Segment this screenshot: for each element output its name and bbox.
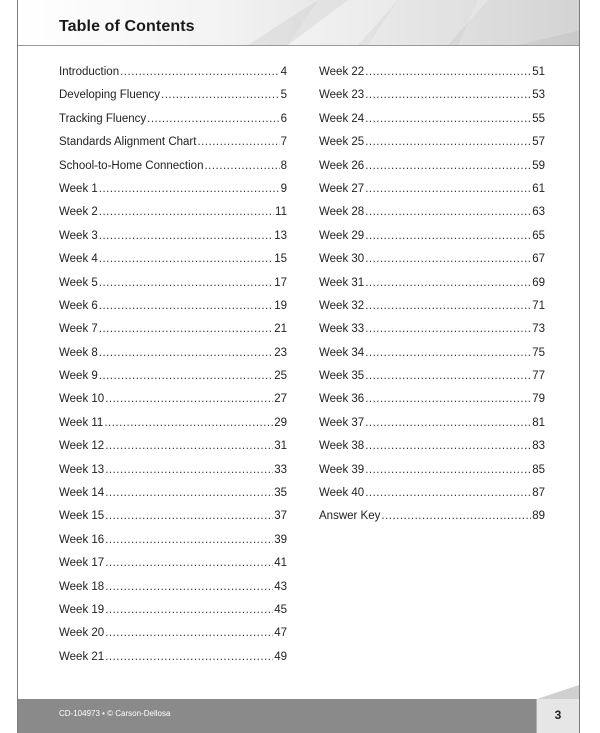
toc-entry-label: Week 9 bbox=[59, 370, 98, 383]
toc-entry-page: 27 bbox=[274, 393, 287, 406]
toc-entry-page: 47 bbox=[274, 627, 287, 640]
dot-leader bbox=[99, 347, 273, 359]
toc-entry-page: 15 bbox=[274, 253, 287, 266]
dot-leader bbox=[161, 89, 280, 101]
toc-entry-page: 87 bbox=[532, 487, 545, 500]
dot-leader bbox=[147, 113, 279, 125]
toc-entry-page: 37 bbox=[274, 510, 287, 523]
toc-entry bbox=[59, 393, 287, 416]
toc-entry-label: Week 22 bbox=[319, 66, 365, 78]
toc-entry bbox=[59, 534, 287, 557]
toc-entry-page: 67 bbox=[532, 253, 545, 266]
toc-entry-page: 73 bbox=[532, 323, 545, 336]
toc-entry-page: 83 bbox=[532, 440, 545, 453]
toc-entry-label: Week 35 bbox=[319, 370, 365, 383]
toc-entry-page: 29 bbox=[274, 416, 287, 429]
toc-entry-page: 39 bbox=[274, 533, 287, 546]
toc-entry-label: Week 5 bbox=[59, 276, 98, 289]
toc-entry bbox=[59, 487, 287, 510]
toc-entry bbox=[319, 160, 545, 183]
toc-entry-label: Answer Key bbox=[319, 510, 381, 523]
toc-entry-label: Week 11 bbox=[59, 416, 104, 429]
toc-entry bbox=[319, 370, 545, 393]
footer-credit: CD-104973 • © Carson-Dellosa bbox=[59, 709, 171, 718]
dot-leader bbox=[365, 183, 531, 195]
dot-leader bbox=[197, 136, 279, 148]
toc-entry-label: Week 12 bbox=[59, 440, 105, 453]
toc-column-right bbox=[319, 66, 545, 534]
toc-entry-label: Week 17 bbox=[59, 557, 105, 570]
dot-leader bbox=[120, 66, 279, 78]
toc-entry bbox=[59, 206, 287, 229]
toc-entry bbox=[319, 253, 545, 276]
dot-leader bbox=[365, 370, 531, 382]
toc-entry-page: 5 bbox=[280, 89, 287, 102]
toc-entry bbox=[319, 323, 545, 346]
toc-entry bbox=[59, 253, 287, 276]
toc-entry bbox=[319, 230, 545, 253]
toc-entry bbox=[319, 464, 545, 487]
page-fold bbox=[537, 685, 579, 699]
toc-column-left bbox=[59, 66, 287, 674]
toc-entry-page: 33 bbox=[274, 463, 287, 476]
dot-leader bbox=[204, 160, 279, 172]
toc-entry-label: Week 28 bbox=[319, 206, 365, 219]
toc-entry-page: 43 bbox=[274, 580, 287, 593]
toc-entry-page: 4 bbox=[280, 66, 287, 78]
toc-entry-label: School-to-Home Connection bbox=[59, 159, 204, 172]
dot-leader bbox=[365, 440, 531, 452]
dot-leader bbox=[99, 230, 273, 242]
toc-entry bbox=[59, 627, 287, 650]
toc-entry-page: 6 bbox=[280, 112, 287, 125]
footer-bar bbox=[18, 699, 579, 733]
toc-entry-label: Week 7 bbox=[59, 323, 98, 336]
toc-entry-label: Week 32 bbox=[319, 299, 365, 312]
toc-entry bbox=[59, 89, 287, 112]
toc-entry bbox=[59, 323, 287, 346]
toc-entry-page: 81 bbox=[532, 416, 545, 429]
dot-leader bbox=[381, 510, 531, 522]
toc-entry-label: Week 23 bbox=[319, 89, 365, 102]
toc-entry-label: Week 13 bbox=[59, 463, 105, 476]
toc-entry-label: Week 15 bbox=[59, 510, 105, 523]
dot-leader bbox=[99, 370, 273, 382]
toc-entry-label: Week 2 bbox=[59, 206, 98, 219]
toc-entry-label: Week 14 bbox=[59, 487, 105, 500]
toc-entry-label: Week 6 bbox=[59, 299, 98, 312]
toc-entry bbox=[319, 510, 545, 533]
header-banner bbox=[18, 0, 579, 46]
toc-entry bbox=[59, 66, 287, 89]
dot-leader bbox=[365, 160, 531, 172]
toc-entry bbox=[319, 136, 545, 159]
dot-leader bbox=[99, 253, 273, 265]
dot-leader bbox=[105, 464, 273, 476]
toc-entry bbox=[59, 230, 287, 253]
toc-entry-page: 21 bbox=[274, 323, 287, 336]
toc-entry-label: Week 4 bbox=[59, 253, 98, 266]
toc-entry bbox=[319, 89, 545, 112]
toc-entry bbox=[59, 160, 287, 183]
toc-entry-page: 53 bbox=[532, 89, 545, 102]
dot-leader bbox=[99, 277, 273, 289]
toc-entry bbox=[319, 417, 545, 440]
dot-leader bbox=[99, 183, 280, 195]
toc-entry-page: 11 bbox=[275, 206, 287, 219]
toc-entry-label: Week 8 bbox=[59, 346, 98, 359]
toc-entry-page: 85 bbox=[532, 463, 545, 476]
dot-leader bbox=[365, 66, 531, 78]
dot-leader bbox=[104, 417, 273, 429]
toc-entry-label: Week 21 bbox=[59, 650, 105, 663]
dot-leader bbox=[99, 323, 273, 335]
toc-entry bbox=[59, 370, 287, 393]
dot-leader bbox=[365, 393, 531, 405]
dot-leader bbox=[365, 230, 531, 242]
toc-entry bbox=[59, 277, 287, 300]
toc-entry bbox=[59, 440, 287, 463]
toc-entry bbox=[319, 183, 545, 206]
toc-entry-page: 71 bbox=[532, 299, 545, 312]
toc-entry-label: Tracking Fluency bbox=[59, 112, 147, 125]
toc-entry-label: Week 36 bbox=[319, 393, 365, 406]
dot-leader bbox=[365, 417, 531, 429]
toc-entry bbox=[59, 510, 287, 533]
toc-entry-page: 17 bbox=[274, 276, 287, 289]
toc-entry-label: Week 33 bbox=[319, 323, 365, 336]
dot-leader bbox=[105, 627, 273, 639]
toc-entry-page: 65 bbox=[532, 229, 545, 242]
toc-entry-page: 51 bbox=[532, 66, 545, 78]
dot-leader bbox=[105, 393, 273, 405]
toc-entry-label: Week 27 bbox=[319, 182, 365, 195]
toc-entry-label: Week 24 bbox=[319, 112, 365, 125]
toc-entry-page: 69 bbox=[532, 276, 545, 289]
toc-entry-page: 59 bbox=[532, 159, 545, 172]
toc-entry-label: Week 20 bbox=[59, 627, 105, 640]
toc-entry-page: 79 bbox=[532, 393, 545, 406]
toc-entry-label: Week 16 bbox=[59, 533, 105, 546]
toc-entry-page: 55 bbox=[532, 112, 545, 125]
toc-entry bbox=[59, 581, 287, 604]
toc-entry-page: 9 bbox=[280, 182, 287, 195]
dot-leader bbox=[105, 581, 273, 593]
toc-entry-page: 25 bbox=[274, 370, 287, 383]
page-number: 3 bbox=[554, 708, 562, 722]
toc-entry-page: 57 bbox=[532, 136, 545, 149]
dot-leader bbox=[99, 300, 273, 312]
toc-entry bbox=[319, 393, 545, 416]
toc-entry-page: 31 bbox=[274, 440, 287, 453]
toc-entry-page: 35 bbox=[274, 487, 287, 500]
toc-entry-label: Week 38 bbox=[319, 440, 365, 453]
toc-entry bbox=[319, 440, 545, 463]
toc-entry bbox=[319, 113, 545, 136]
toc-entry bbox=[59, 183, 287, 206]
toc-entry-page: 77 bbox=[532, 370, 545, 383]
toc-entry bbox=[319, 487, 545, 510]
dot-leader bbox=[105, 651, 273, 663]
toc-entry bbox=[59, 557, 287, 580]
dot-leader bbox=[365, 113, 531, 125]
toc-entry-label: Week 31 bbox=[319, 276, 365, 289]
toc-entry-page: 41 bbox=[274, 557, 287, 570]
toc-entry-page: 8 bbox=[280, 159, 287, 172]
toc-entry-page: 19 bbox=[274, 299, 287, 312]
page-number-tab bbox=[536, 699, 579, 733]
toc-entry bbox=[59, 651, 287, 674]
dot-leader bbox=[105, 604, 273, 616]
toc-entry bbox=[59, 347, 287, 370]
toc-entry bbox=[59, 464, 287, 487]
toc-entry-page: 23 bbox=[274, 346, 287, 359]
toc-entry-page: 7 bbox=[280, 136, 287, 149]
toc-entry-page: 13 bbox=[274, 229, 287, 242]
toc-entry-label: Developing Fluency bbox=[59, 89, 161, 102]
toc-entry-label: Week 10 bbox=[59, 393, 105, 406]
toc-entry-page: 63 bbox=[532, 206, 545, 219]
dot-leader bbox=[365, 347, 531, 359]
dot-leader bbox=[99, 206, 274, 218]
toc-entry bbox=[59, 136, 287, 159]
document-page bbox=[17, 0, 580, 733]
toc-entry-label: Week 25 bbox=[319, 136, 365, 149]
toc-entry-page: 89 bbox=[532, 510, 545, 523]
dot-leader bbox=[105, 510, 273, 522]
dot-leader bbox=[365, 89, 531, 101]
toc-entry-page: 45 bbox=[274, 603, 287, 616]
toc-entry-page: 75 bbox=[532, 346, 545, 359]
dot-leader bbox=[365, 464, 531, 476]
toc-entry-label: Week 34 bbox=[319, 346, 365, 359]
toc-entry-label: Week 40 bbox=[319, 487, 365, 500]
toc-entry bbox=[319, 347, 545, 370]
toc-entry-label: Week 26 bbox=[319, 159, 365, 172]
dot-leader bbox=[105, 534, 273, 546]
toc-entry-label: Introduction bbox=[59, 66, 120, 78]
toc-entry bbox=[319, 206, 545, 229]
toc-entry bbox=[59, 417, 287, 440]
toc-entry-label: Week 39 bbox=[319, 463, 365, 476]
toc-entry-label: Week 19 bbox=[59, 603, 105, 616]
toc-entry bbox=[59, 113, 287, 136]
dot-leader bbox=[365, 323, 531, 335]
toc-entry-label: Week 30 bbox=[319, 253, 365, 266]
toc-entry-label: Standards Alignment Chart bbox=[59, 136, 197, 149]
toc-entry bbox=[319, 300, 545, 323]
dot-leader bbox=[365, 487, 531, 499]
toc-entry-label: Week 18 bbox=[59, 580, 105, 593]
dot-leader bbox=[365, 206, 531, 218]
dot-leader bbox=[365, 136, 531, 148]
dot-leader bbox=[105, 440, 273, 452]
dot-leader bbox=[365, 277, 531, 289]
dot-leader bbox=[365, 300, 531, 312]
toc-entry bbox=[319, 277, 545, 300]
toc-entry-page: 61 bbox=[532, 182, 545, 195]
dot-leader bbox=[105, 557, 273, 569]
toc-entry-label: Week 1 bbox=[59, 182, 98, 195]
toc-entry bbox=[319, 66, 545, 89]
dot-leader bbox=[105, 487, 273, 499]
toc-entry-label: Week 29 bbox=[319, 229, 365, 242]
dot-leader bbox=[365, 253, 531, 265]
toc-entry-label: Week 37 bbox=[319, 416, 365, 429]
toc-entry bbox=[59, 604, 287, 627]
page-title: Table of Contents bbox=[59, 18, 195, 35]
toc-entry bbox=[59, 300, 287, 323]
toc-entry-label: Week 3 bbox=[59, 229, 98, 242]
toc-entry-page: 49 bbox=[274, 650, 287, 663]
